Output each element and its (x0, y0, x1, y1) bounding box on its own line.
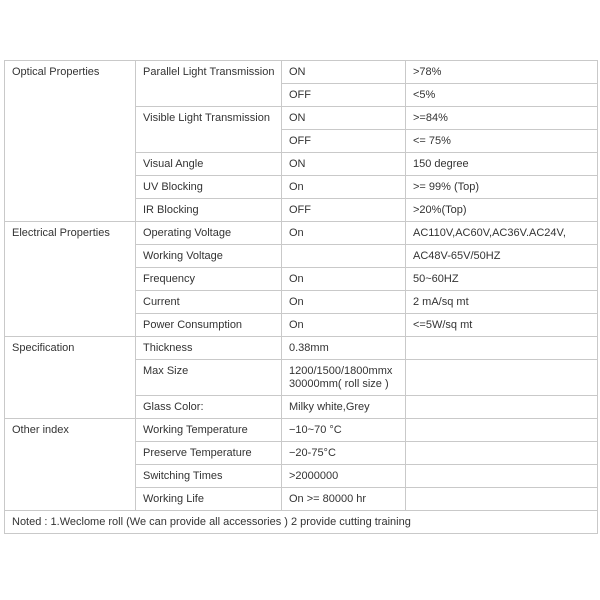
item-cell: Working Temperature (136, 419, 282, 442)
state-cell: Milky white,Grey (282, 396, 406, 419)
value-cell: <=5W/sq mt (406, 314, 598, 337)
note-row (5, 511, 598, 534)
state-cell: 0.38mm (282, 337, 406, 360)
state-cell: On (282, 222, 406, 245)
value-cell: <5% (406, 84, 598, 107)
state-cell: OFF (282, 130, 406, 153)
state-cell: 1200/1500/1800mmx 30000mm( roll size ) (282, 360, 406, 396)
item-cell: Operating Voltage (136, 222, 282, 245)
item-cell: Working Life (136, 488, 282, 511)
state-cell: ON (282, 107, 406, 130)
value-cell: 2 mA/sq mt (406, 291, 598, 314)
value-cell (406, 488, 598, 511)
item-cell: IR Blocking (136, 199, 282, 222)
state-cell: >2000000 (282, 465, 406, 488)
category-cell: Optical Properties (5, 61, 136, 222)
state-cell (282, 245, 406, 268)
value-cell: AC110V,AC60V,AC36V.AC24V, (406, 222, 598, 245)
state-cell: On >= 80000 hr (282, 488, 406, 511)
value-cell: >=84% (406, 107, 598, 130)
item-cell: Frequency (136, 268, 282, 291)
value-cell (406, 360, 598, 396)
item-cell: Preserve Temperature (136, 442, 282, 465)
state-cell: −10~70 °C (282, 419, 406, 442)
category-cell: Specification (5, 337, 136, 419)
table-row (5, 337, 598, 360)
category-cell: Electrical Properties (5, 222, 136, 337)
value-cell (406, 442, 598, 465)
item-cell: Max Size (136, 360, 282, 396)
value-cell: >78% (406, 61, 598, 84)
value-cell (406, 337, 598, 360)
item-cell: Working Voltage (136, 245, 282, 268)
value-cell (406, 419, 598, 442)
item-cell: UV Blocking (136, 176, 282, 199)
table-row (5, 222, 598, 245)
item-cell: Thickness (136, 337, 282, 360)
state-cell: OFF (282, 84, 406, 107)
value-cell: AC48V-65V/50HZ (406, 245, 598, 268)
table-row (5, 419, 598, 442)
spec-table-body (5, 61, 598, 534)
value-cell: >20%(Top) (406, 199, 598, 222)
spec-table (4, 60, 598, 534)
value-cell: 150 degree (406, 153, 598, 176)
item-cell: Power Consumption (136, 314, 282, 337)
item-cell: Switching Times (136, 465, 282, 488)
state-cell: −20-75°C (282, 442, 406, 465)
state-cell: On (282, 314, 406, 337)
item-cell: Current (136, 291, 282, 314)
state-cell: On (282, 268, 406, 291)
table-row (5, 61, 598, 84)
note-text: Noted : 1.Weclome roll (We can provide all accessories ) 2 provide cutting training (5, 511, 598, 534)
state-cell: On (282, 176, 406, 199)
value-cell: 50~60HZ (406, 268, 598, 291)
item-cell: Parallel Light Transmission (136, 61, 282, 107)
value-cell: <= 75% (406, 130, 598, 153)
value-cell (406, 465, 598, 488)
state-cell: ON (282, 153, 406, 176)
value-cell: >= 99% (Top) (406, 176, 598, 199)
state-cell: On (282, 291, 406, 314)
state-cell: OFF (282, 199, 406, 222)
item-cell: Visual Angle (136, 153, 282, 176)
category-cell: Other index (5, 419, 136, 511)
item-cell: Visible Light Transmission (136, 107, 282, 153)
value-cell (406, 396, 598, 419)
state-cell: ON (282, 61, 406, 84)
item-cell: Glass Color: (136, 396, 282, 419)
